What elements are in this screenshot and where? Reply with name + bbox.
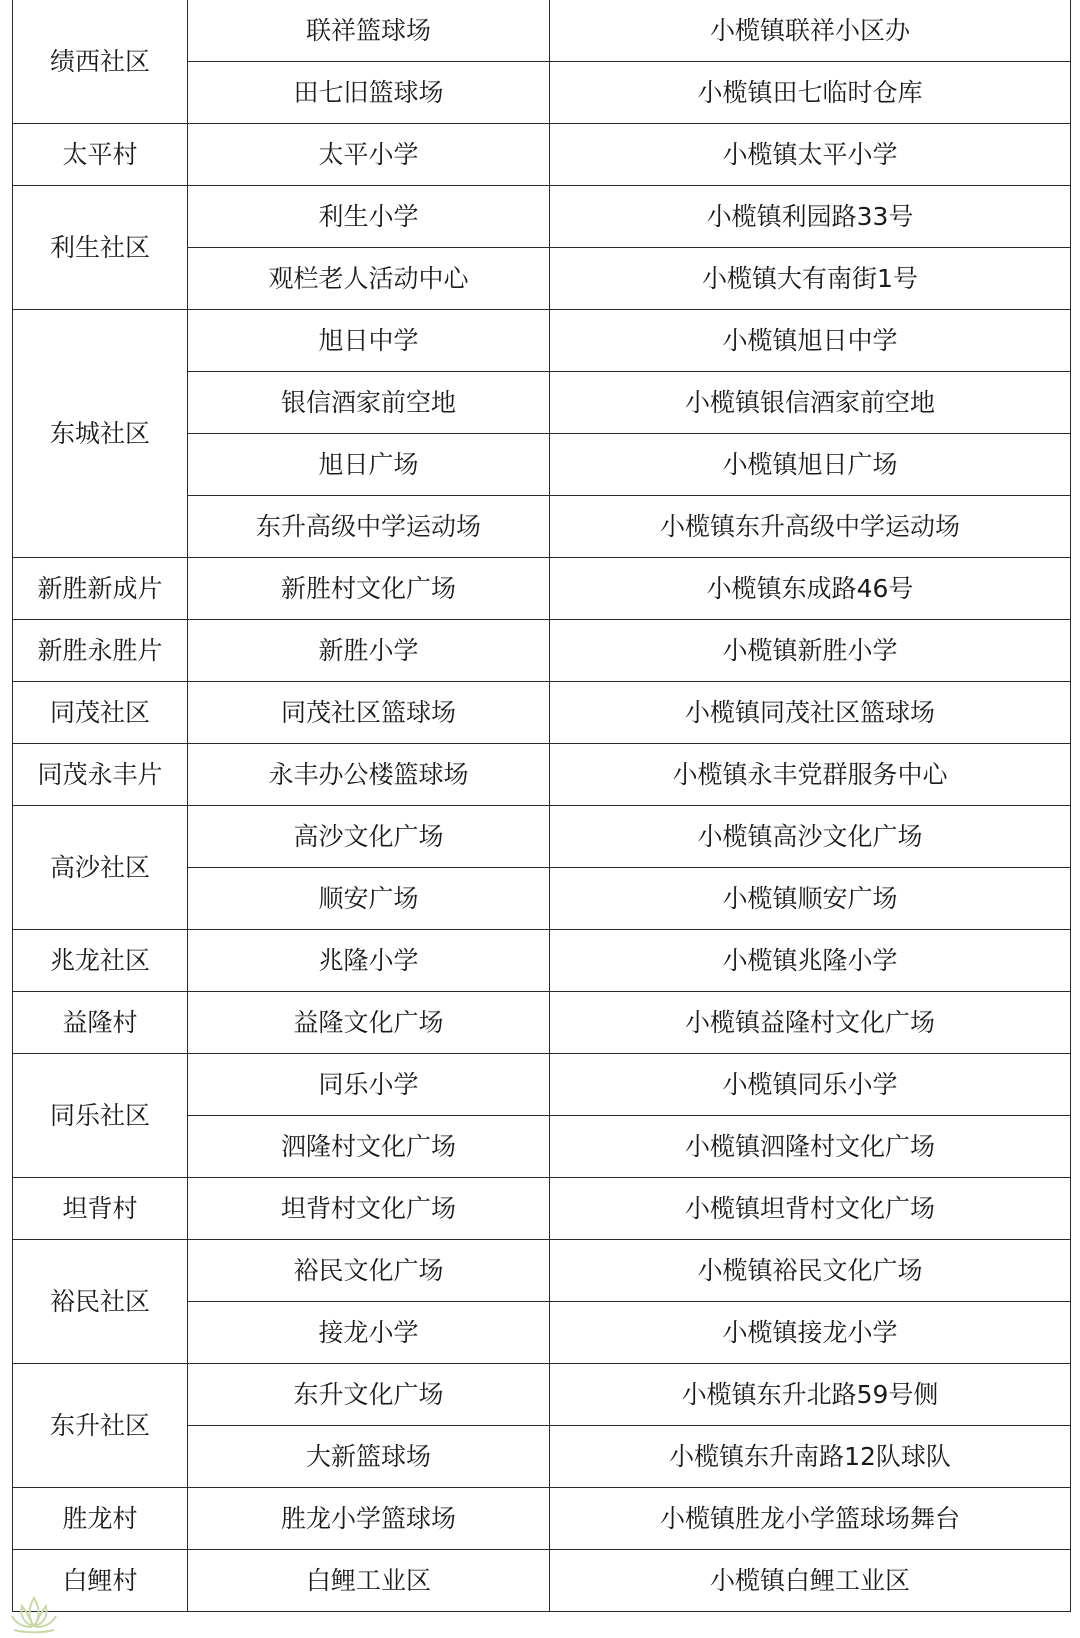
community-cell: 太平村 [13,124,188,186]
community-cell: 裕民社区 [13,1240,188,1364]
community-cell: 坦背村 [13,1178,188,1240]
community-cell: 胜龙村 [13,1488,188,1550]
venue-cell: 田七旧篮球场 [188,62,550,124]
address-cell: 小榄镇东成路46号 [550,558,1071,620]
address-cell: 小榄镇高沙文化广场 [550,806,1071,868]
table-row [13,124,1071,186]
address-cell: 小榄镇新胜小学 [550,620,1071,682]
community-cell: 益隆村 [13,992,188,1054]
venue-cell: 同茂社区篮球场 [188,682,550,744]
community-cell: 新胜永胜片 [13,620,188,682]
address-cell: 小榄镇白鲤工业区 [550,1550,1071,1612]
venue-cell: 观栏老人活动中心 [188,248,550,310]
venue-cell: 东升高级中学运动场 [188,496,550,558]
address-cell: 小榄镇大有南街1号 [550,248,1071,310]
table-row [13,744,1071,806]
address-cell: 小榄镇接龙小学 [550,1302,1071,1364]
venue-table [12,0,1071,1612]
venue-cell: 顺安广场 [188,868,550,930]
address-cell: 小榄镇联祥小区办 [550,0,1071,62]
venue-cell: 胜龙小学篮球场 [188,1488,550,1550]
address-cell: 小榄镇同茂社区篮球场 [550,682,1071,744]
address-cell: 小榄镇田七临时仓库 [550,62,1071,124]
community-cell: 同茂社区 [13,682,188,744]
venue-cell: 利生小学 [188,186,550,248]
venue-cell: 东升文化广场 [188,1364,550,1426]
venue-cell: 坦背村文化广场 [188,1178,550,1240]
venue-cell: 旭日广场 [188,434,550,496]
address-cell: 小榄镇东升高级中学运动场 [550,496,1071,558]
table-row [13,930,1071,992]
table-row [13,1488,1071,1550]
community-cell: 兆龙社区 [13,930,188,992]
community-cell: 东城社区 [13,310,188,558]
table-row [13,1054,1071,1116]
table-row [13,682,1071,744]
community-cell: 高沙社区 [13,806,188,930]
address-cell: 小榄镇银信酒家前空地 [550,372,1071,434]
community-cell: 同茂永丰片 [13,744,188,806]
community-cell: 新胜新成片 [13,558,188,620]
lotus-logo-icon [4,1590,64,1634]
address-cell: 小榄镇东升北路59号侧 [550,1364,1071,1426]
table-row [13,1178,1071,1240]
venue-cell: 白鲤工业区 [188,1550,550,1612]
address-cell: 小榄镇东升南路12队球队 [550,1426,1071,1488]
address-cell: 小榄镇同乐小学 [550,1054,1071,1116]
table-row [13,310,1071,372]
venue-cell: 同乐小学 [188,1054,550,1116]
address-cell: 小榄镇胜龙小学篮球场舞台 [550,1488,1071,1550]
address-cell: 小榄镇永丰党群服务中心 [550,744,1071,806]
venue-cell: 裕民文化广场 [188,1240,550,1302]
table-row [13,558,1071,620]
table-row [13,992,1071,1054]
venue-cell: 旭日中学 [188,310,550,372]
table-row [13,186,1071,248]
address-cell: 小榄镇旭日中学 [550,310,1071,372]
community-cell: 绩西社区 [13,0,188,124]
venue-cell: 兆隆小学 [188,930,550,992]
venue-cell: 永丰办公楼篮球场 [188,744,550,806]
table-row [13,1364,1071,1426]
address-cell: 小榄镇益隆村文化广场 [550,992,1071,1054]
address-cell: 小榄镇旭日广场 [550,434,1071,496]
table-row [13,1550,1071,1612]
table-row [13,806,1071,868]
address-cell: 小榄镇兆隆小学 [550,930,1071,992]
venue-cell: 新胜小学 [188,620,550,682]
address-cell: 小榄镇坦背村文化广场 [550,1178,1071,1240]
venue-cell: 益隆文化广场 [188,992,550,1054]
venue-table-body [13,0,1071,1612]
address-cell: 小榄镇顺安广场 [550,868,1071,930]
table-row [13,1240,1071,1302]
community-cell: 同乐社区 [13,1054,188,1178]
address-cell: 小榄镇泗隆村文化广场 [550,1116,1071,1178]
venue-cell: 接龙小学 [188,1302,550,1364]
address-cell: 小榄镇裕民文化广场 [550,1240,1071,1302]
address-cell: 小榄镇利园路33号 [550,186,1071,248]
venue-cell: 太平小学 [188,124,550,186]
table-row [13,0,1071,62]
venue-cell: 银信酒家前空地 [188,372,550,434]
community-cell: 白鲤村 [13,1550,188,1612]
community-cell: 东升社区 [13,1364,188,1488]
venue-cell: 泗隆村文化广场 [188,1116,550,1178]
venue-cell: 联祥篮球场 [188,0,550,62]
venue-cell: 大新篮球场 [188,1426,550,1488]
address-cell: 小榄镇太平小学 [550,124,1071,186]
community-cell: 利生社区 [13,186,188,310]
venue-cell: 高沙文化广场 [188,806,550,868]
venue-cell: 新胜村文化广场 [188,558,550,620]
table-row [13,620,1071,682]
